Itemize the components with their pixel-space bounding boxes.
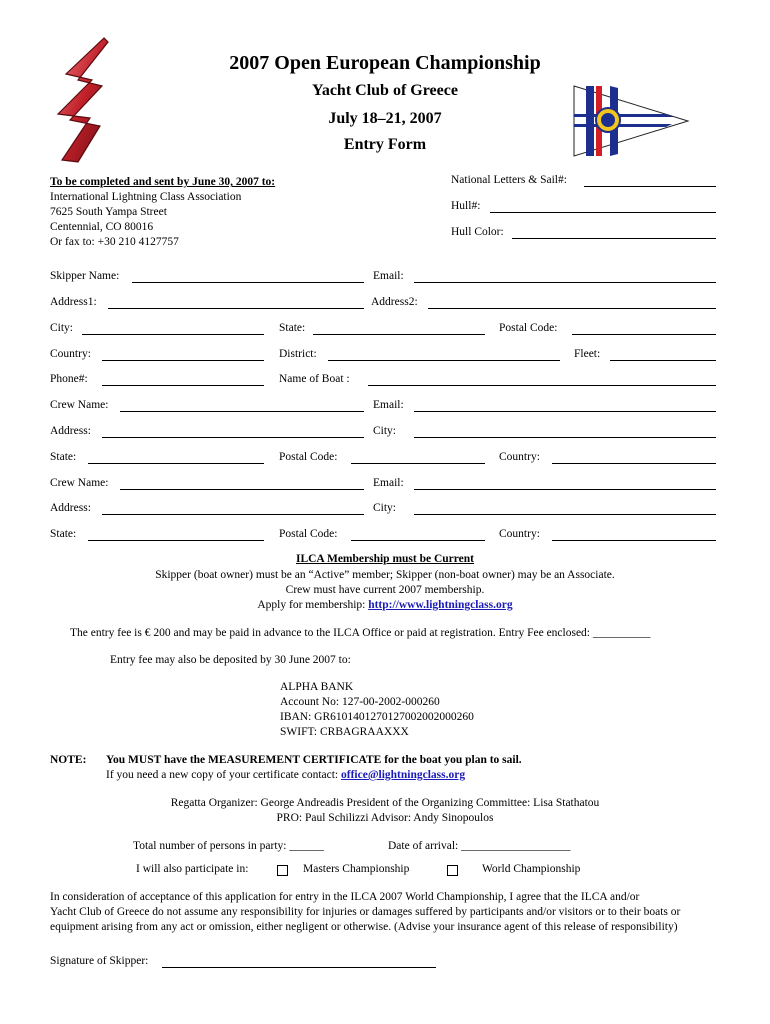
- crew1-country-field[interactable]: [552, 463, 716, 464]
- crew2-city-field[interactable]: [414, 514, 716, 515]
- crew1-city-field[interactable]: [414, 437, 716, 438]
- waiver-line1: In consideration of acceptance of this application for entry in the ILCA 2007 World Championship, I agree that the ILCA and/or: [50, 891, 640, 903]
- crew1-city-label: City:: [373, 425, 397, 437]
- crew2-address-label: Address:: [50, 502, 91, 514]
- crew1-name-field[interactable]: [120, 411, 364, 412]
- signature-label: Signature of Skipper:: [50, 955, 149, 967]
- crew2-email-label: Email:: [373, 477, 404, 489]
- apply-prefix: Apply for membership:: [257, 599, 369, 611]
- crew2-country-label: Country:: [499, 528, 540, 540]
- crew2-postal-field[interactable]: [351, 540, 485, 541]
- email-label: Email:: [373, 270, 404, 282]
- note-line1: You MUST have the MEASUREMENT CERTIFICATE for the boat you plan to sail.: [106, 754, 522, 766]
- masters-label: Masters Championship: [303, 863, 410, 875]
- state-label: State:: [279, 322, 306, 334]
- crew2-name-field[interactable]: [120, 489, 364, 490]
- hull-color-label: Hull Color:: [451, 226, 504, 238]
- national-letters-label: National Letters & Sail#:: [451, 174, 567, 186]
- address2-label: Address2:: [371, 296, 418, 308]
- masters-checkbox[interactable]: [277, 865, 288, 876]
- postal-label: Postal Code:: [499, 322, 558, 334]
- hull-label: Hull#:: [451, 200, 481, 212]
- membership-link[interactable]: http://www.lightningclass.org: [368, 599, 513, 611]
- phone-label: Phone#:: [50, 373, 88, 385]
- membership-line1: Skipper (boat owner) must be an “Active” member; Skipper (non-boat owner) may be an Associate.: [155, 569, 615, 581]
- crew1-address-label: Address:: [50, 425, 91, 437]
- bank-iban: IBAN: GR6101401270127002002000260: [280, 711, 474, 723]
- crew2-state-label: State:: [50, 528, 77, 540]
- fleet-label: Fleet:: [574, 348, 601, 360]
- form-title: Entry Form: [343, 136, 427, 153]
- hull-color-field[interactable]: [512, 238, 716, 239]
- persons-in-party: Total number of persons in party: ______: [133, 840, 324, 852]
- national-letters-field[interactable]: [584, 186, 716, 187]
- waiver-line2: Yacht Club of Greece do not assume any responsibility for injuries or damages suffered by participants and/or visitors or to their boats or: [50, 906, 681, 918]
- membership-heading: ILCA Membership must be Current: [295, 553, 475, 565]
- page-title: 2007 Open European Championship: [229, 52, 541, 74]
- skipper-name-label: Skipper Name:: [50, 270, 120, 282]
- world-checkbox[interactable]: [447, 865, 458, 876]
- crew2-address-field[interactable]: [102, 514, 364, 515]
- country-label: Country:: [50, 348, 91, 360]
- crew1-state-field[interactable]: [88, 463, 264, 464]
- crew1-address-field[interactable]: [102, 437, 364, 438]
- address2-field[interactable]: [428, 308, 716, 309]
- participate-label: I will also participate in:: [136, 863, 249, 875]
- bank-account: Account No: 127-00-2002-000260: [280, 696, 440, 708]
- entry-fee-text: The entry fee is € 200 and may be paid in advance to the ILCA Office or paid at registration. Entry Fee enclosed: __________: [70, 627, 651, 639]
- mailing-city: Centennial, CO 80016: [50, 221, 154, 233]
- fleet-field[interactable]: [610, 360, 716, 361]
- crew2-name-label: Crew Name:: [50, 477, 109, 489]
- officials-line1: Regatta Organizer: George Andreadis President of the Organizing Committee: Lisa Stathatou: [170, 797, 600, 809]
- crew2-state-field[interactable]: [88, 540, 264, 541]
- note-line2: [106, 769, 465, 781]
- skipper-country-field[interactable]: [102, 360, 264, 361]
- mailing-org: International Lightning Class Association: [50, 191, 242, 203]
- crew2-country-field[interactable]: [552, 540, 716, 541]
- bank-swift: SWIFT: CRBAGRAAXXX: [280, 726, 409, 738]
- bank-name: ALPHA BANK: [280, 681, 354, 693]
- crew1-postal-field[interactable]: [351, 463, 485, 464]
- address1-field[interactable]: [108, 308, 364, 309]
- event-dates: July 18–21, 2007: [328, 110, 442, 127]
- world-label: World Championship: [482, 863, 581, 875]
- district-label: District:: [279, 348, 317, 360]
- deadline-text: To be completed and sent by June 30, 2007 to:: [50, 176, 276, 188]
- hull-field[interactable]: [490, 212, 716, 213]
- signature-field[interactable]: [162, 967, 436, 968]
- mailing-street: 7625 South Yampa Street: [50, 206, 167, 218]
- crew2-email-field[interactable]: [414, 489, 716, 490]
- skipper-name-field[interactable]: [132, 282, 364, 283]
- boat-name-label: Name of Boat :: [279, 373, 350, 385]
- district-field[interactable]: [328, 360, 560, 361]
- skipper-email-field[interactable]: [414, 282, 716, 283]
- address1-label: Address1:: [50, 296, 97, 308]
- city-label: City:: [50, 322, 74, 334]
- crew2-postal-label: Postal Code:: [279, 528, 338, 540]
- arrival-date: Date of arrival: ___________________: [388, 840, 571, 852]
- office-email-link[interactable]: office@lightningclass.org: [341, 769, 466, 781]
- officials-line2: PRO: Paul Schilizzi Advisor: Andy Sinopoulos: [276, 812, 494, 824]
- crew1-state-label: State:: [50, 451, 77, 463]
- deposit-text: Entry fee may also be deposited by 30 June 2007 to:: [110, 654, 351, 666]
- crew1-email-label: Email:: [373, 399, 404, 411]
- membership-line2: Crew must have current 2007 membership.: [285, 584, 485, 596]
- crew1-country-label: Country:: [499, 451, 540, 463]
- boat-name-field[interactable]: [368, 385, 716, 386]
- crew1-email-field[interactable]: [414, 411, 716, 412]
- crew1-postal-label: Postal Code:: [279, 451, 338, 463]
- crew2-city-label: City:: [373, 502, 397, 514]
- phone-field[interactable]: [102, 385, 264, 386]
- waiver-line3: equipment arising from any act or omission, either negligent or otherwise. (Advise your insurance agent of this release of responsibility): [50, 921, 678, 933]
- note-label: NOTE:: [50, 754, 87, 766]
- skipper-state-field[interactable]: [313, 334, 485, 335]
- mailing-fax: Or fax to: +30 210 4127757: [50, 236, 179, 248]
- skipper-city-field[interactable]: [82, 334, 264, 335]
- membership-apply: [0, 599, 770, 611]
- crew1-name-label: Crew Name:: [50, 399, 109, 411]
- note-line2-prefix: If you need a new copy of your certificate contact:: [106, 769, 342, 781]
- club-name: Yacht Club of Greece: [312, 82, 458, 99]
- skipper-postal-field[interactable]: [572, 334, 716, 335]
